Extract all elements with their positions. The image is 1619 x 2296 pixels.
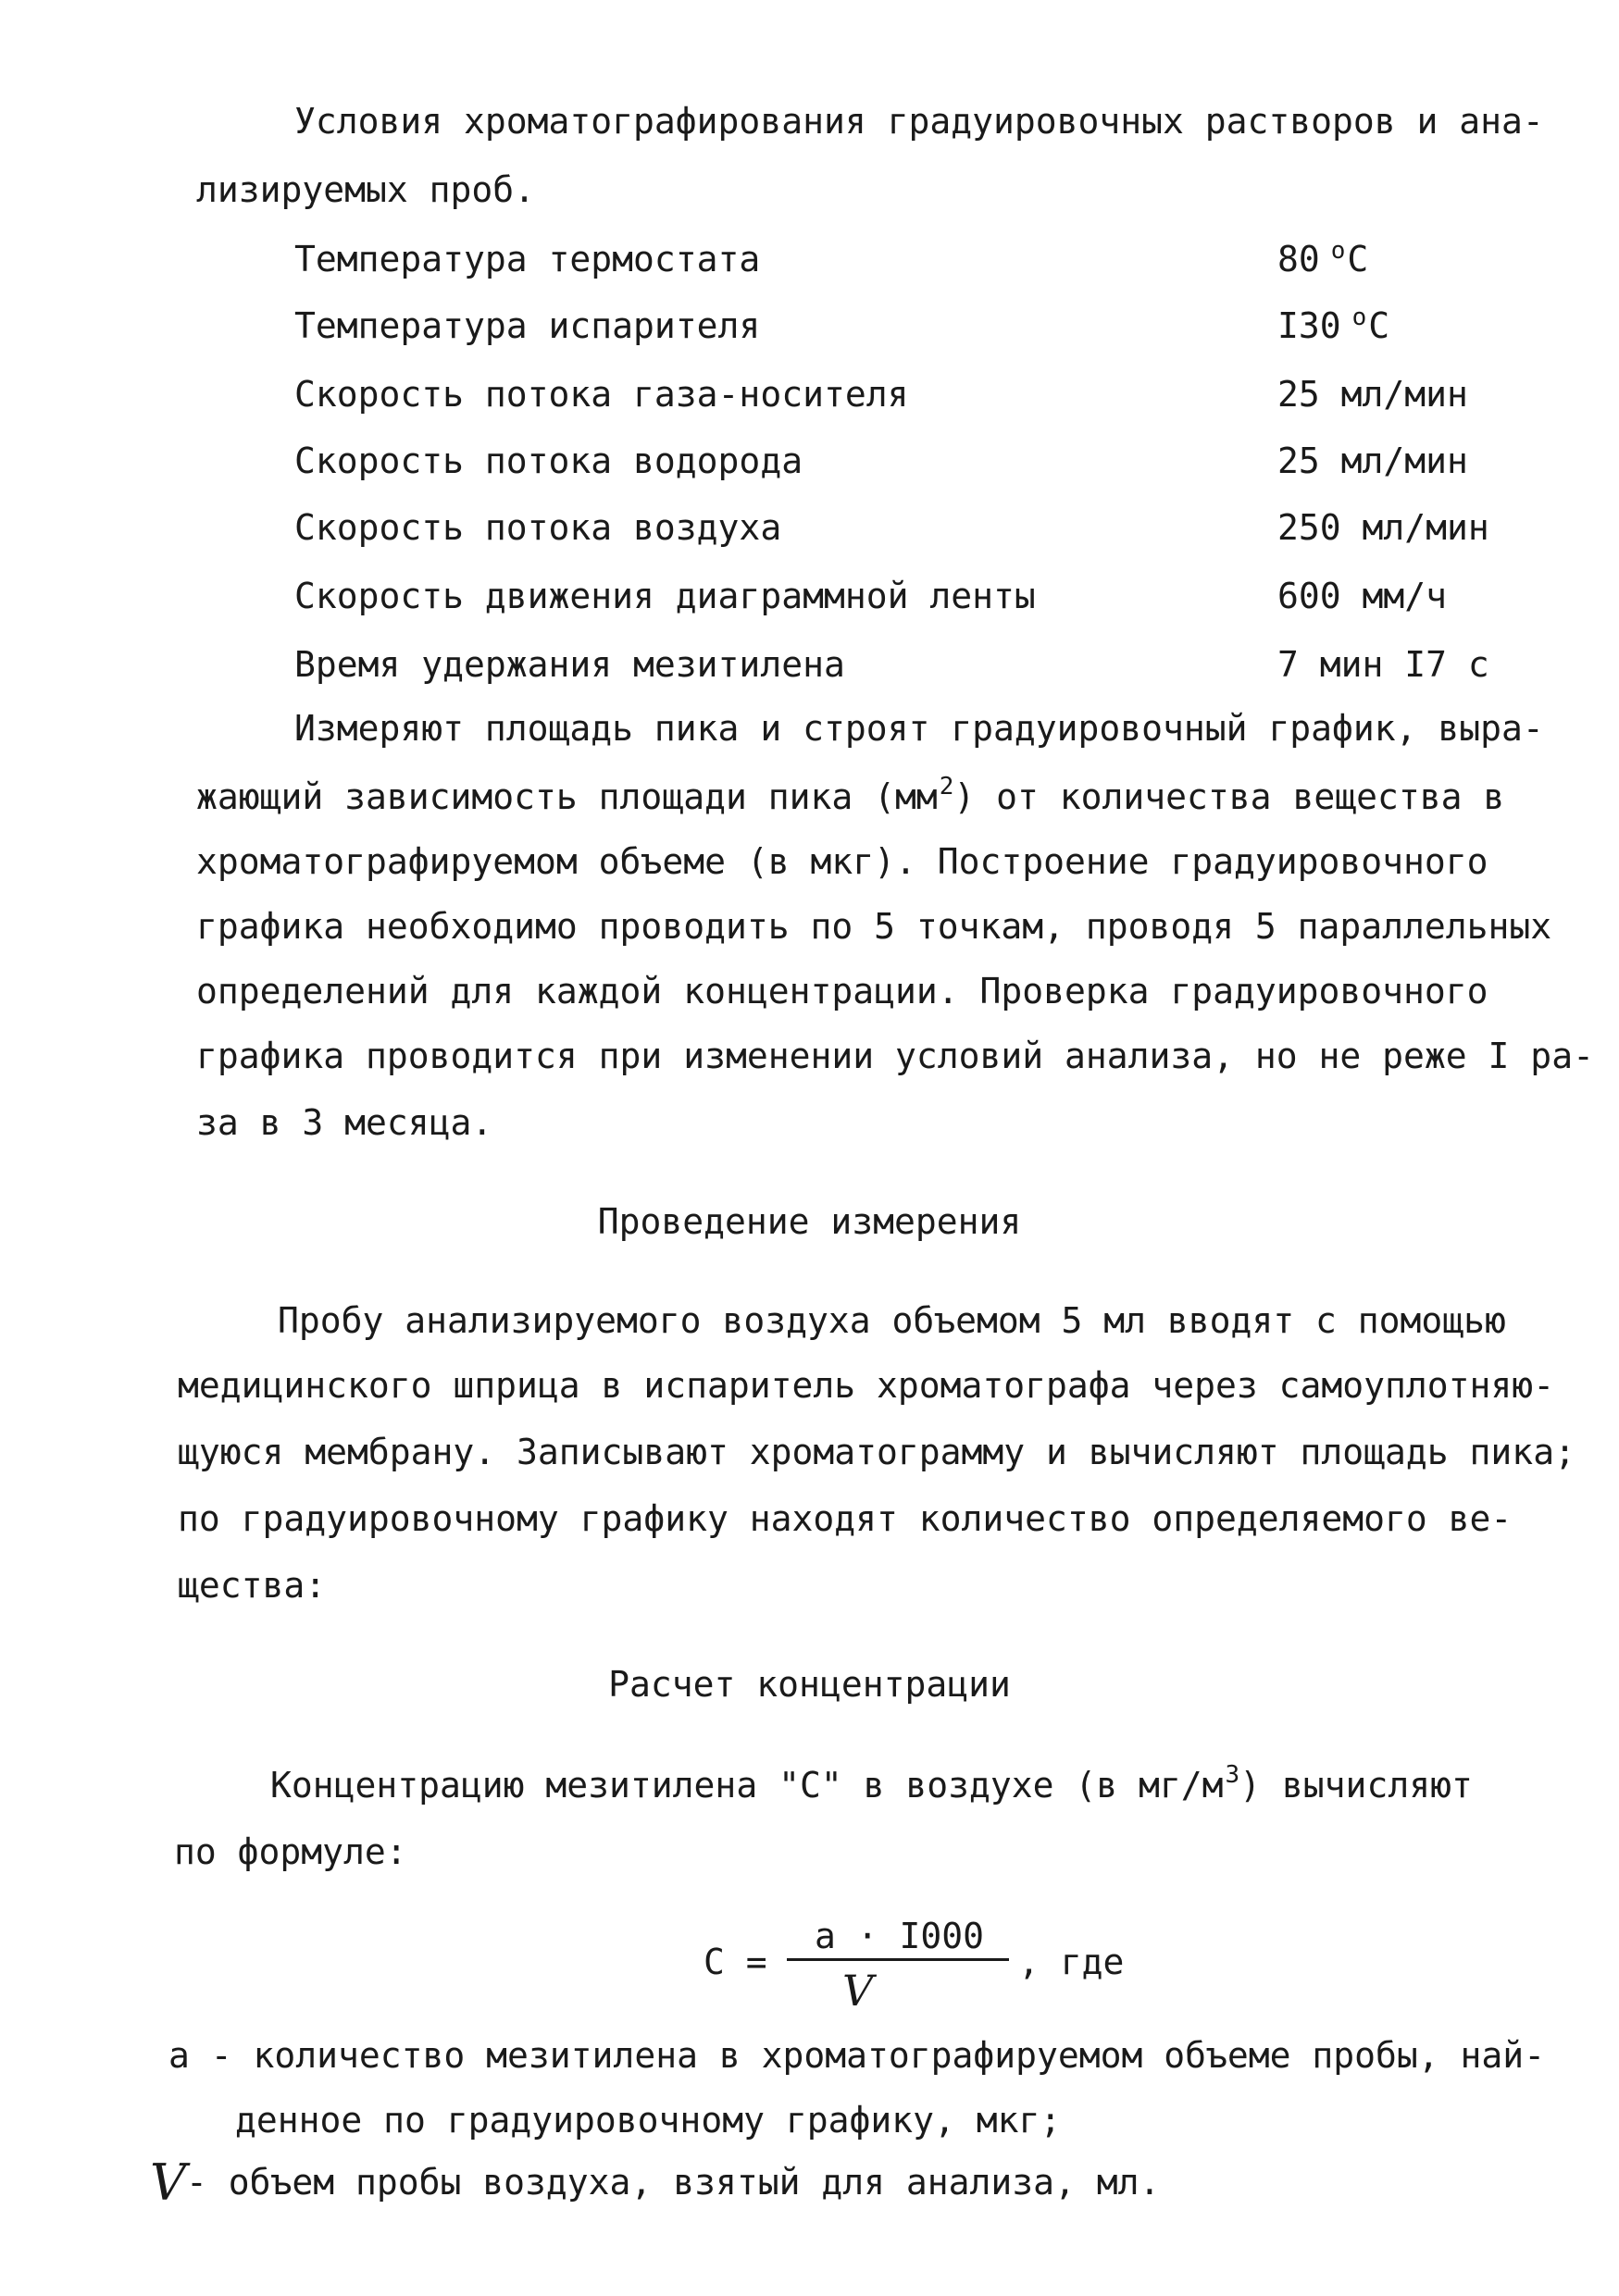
measure-line-2: жающий зависимость площади пика $(мм^2)$ от количества вещества в	[196, 773, 1505, 817]
condition-row	[0, 644, 1619, 685]
condition-label: Скорость потока воздуха	[294, 507, 782, 548]
measure-line-5: определений для каждой концентрации. Проверка градуировочного	[196, 971, 1488, 1011]
condition-value: 80 $^o$С	[1277, 237, 1369, 279]
definition-v-line: V- объем пробы воздуха, взятый для анализа, мл.	[150, 2153, 1161, 2212]
fraction-bar	[787, 1958, 1009, 1961]
condition-label: Скорость потока газа-носителя	[294, 374, 909, 415]
formula-lhs: С =	[704, 1942, 767, 1982]
concentration-formula	[704, 1916, 1166, 2017]
formula-tail: , где	[1018, 1942, 1125, 1982]
measure-line-6: графика проводится при изменении условий анализа, но не реже I ра-	[196, 1036, 1594, 1076]
condition-label: Температура испарителя	[294, 305, 761, 346]
condition-value: 600 мм/ч	[1277, 576, 1448, 616]
condition-row	[0, 576, 1619, 616]
condition-label: Время удержания мезитилена	[294, 644, 845, 685]
definition-a-line-1: а - количество мезитилена в хроматографируемом объеме пробы, най-	[168, 2035, 1546, 2076]
condition-label: Скорость движения диаграммной ленты	[294, 576, 1036, 616]
calc-line-1: Концентрацию мезитилена "С" в воздухе (в $мг/м^3$) вычисляют	[270, 1761, 1473, 1806]
intro-line-2: лизируемых проб.	[196, 169, 536, 210]
condition-value: 250 мл/мин	[1277, 507, 1489, 548]
section-heading-calculation: Расчет концентрации	[608, 1664, 1011, 1705]
intro-line-1: Условия хроматографирования градуировочных растворов и ана-	[294, 101, 1544, 142]
formula-numerator: а · I000	[815, 1916, 985, 1956]
calc-line-2: по формуле:	[174, 1831, 407, 1872]
measure-line-4: графика необходимо проводить по 5 точкам, проводя 5 параллельных	[196, 906, 1552, 947]
condition-value: 25 мл/мин	[1277, 441, 1468, 481]
condition-row	[0, 374, 1619, 415]
condition-row	[0, 507, 1619, 548]
procedure-line-2: медицинского шприца в испаритель хроматографа через самоуплотняю-	[178, 1365, 1555, 1406]
measure-line-3: хроматографируемом объеме (в мкг). Построение градуировочного	[196, 841, 1488, 882]
condition-value: I30 $^o$С	[1277, 304, 1390, 346]
condition-label: Скорость потока водорода	[294, 441, 803, 481]
measure-line-1: Измеряют площадь пика и строят градуировочный график, выра-	[294, 708, 1544, 749]
condition-value: 7 мин I7 с	[1277, 644, 1489, 685]
condition-row	[0, 441, 1619, 481]
condition-row	[0, 305, 1619, 346]
condition-label: Температура термостата	[294, 239, 761, 279]
measure-line-7: за в 3 месяца.	[196, 1102, 493, 1143]
v-symbol: V	[150, 2153, 186, 2212]
formula-denominator: V	[842, 1966, 874, 2016]
section-heading-measurement: Проведение измерения	[597, 1201, 1022, 1242]
procedure-line-4: по градуировочному графику находят количество определяемого ве-	[178, 1498, 1513, 1539]
procedure-line-5: щества:	[178, 1565, 327, 1606]
condition-value: 25 мл/мин	[1277, 374, 1468, 415]
procedure-line-3: щуюся мембрану. Записывают хроматограмму и вычисляют площадь пика;	[178, 1432, 1575, 1472]
condition-row	[0, 239, 1619, 279]
definition-a-line-2: денное по градуировочному графику, мкг;	[235, 2100, 1062, 2141]
procedure-line-1: Пробу анализируемого воздуха объемом 5 мл вводят с помощью	[278, 1300, 1506, 1341]
